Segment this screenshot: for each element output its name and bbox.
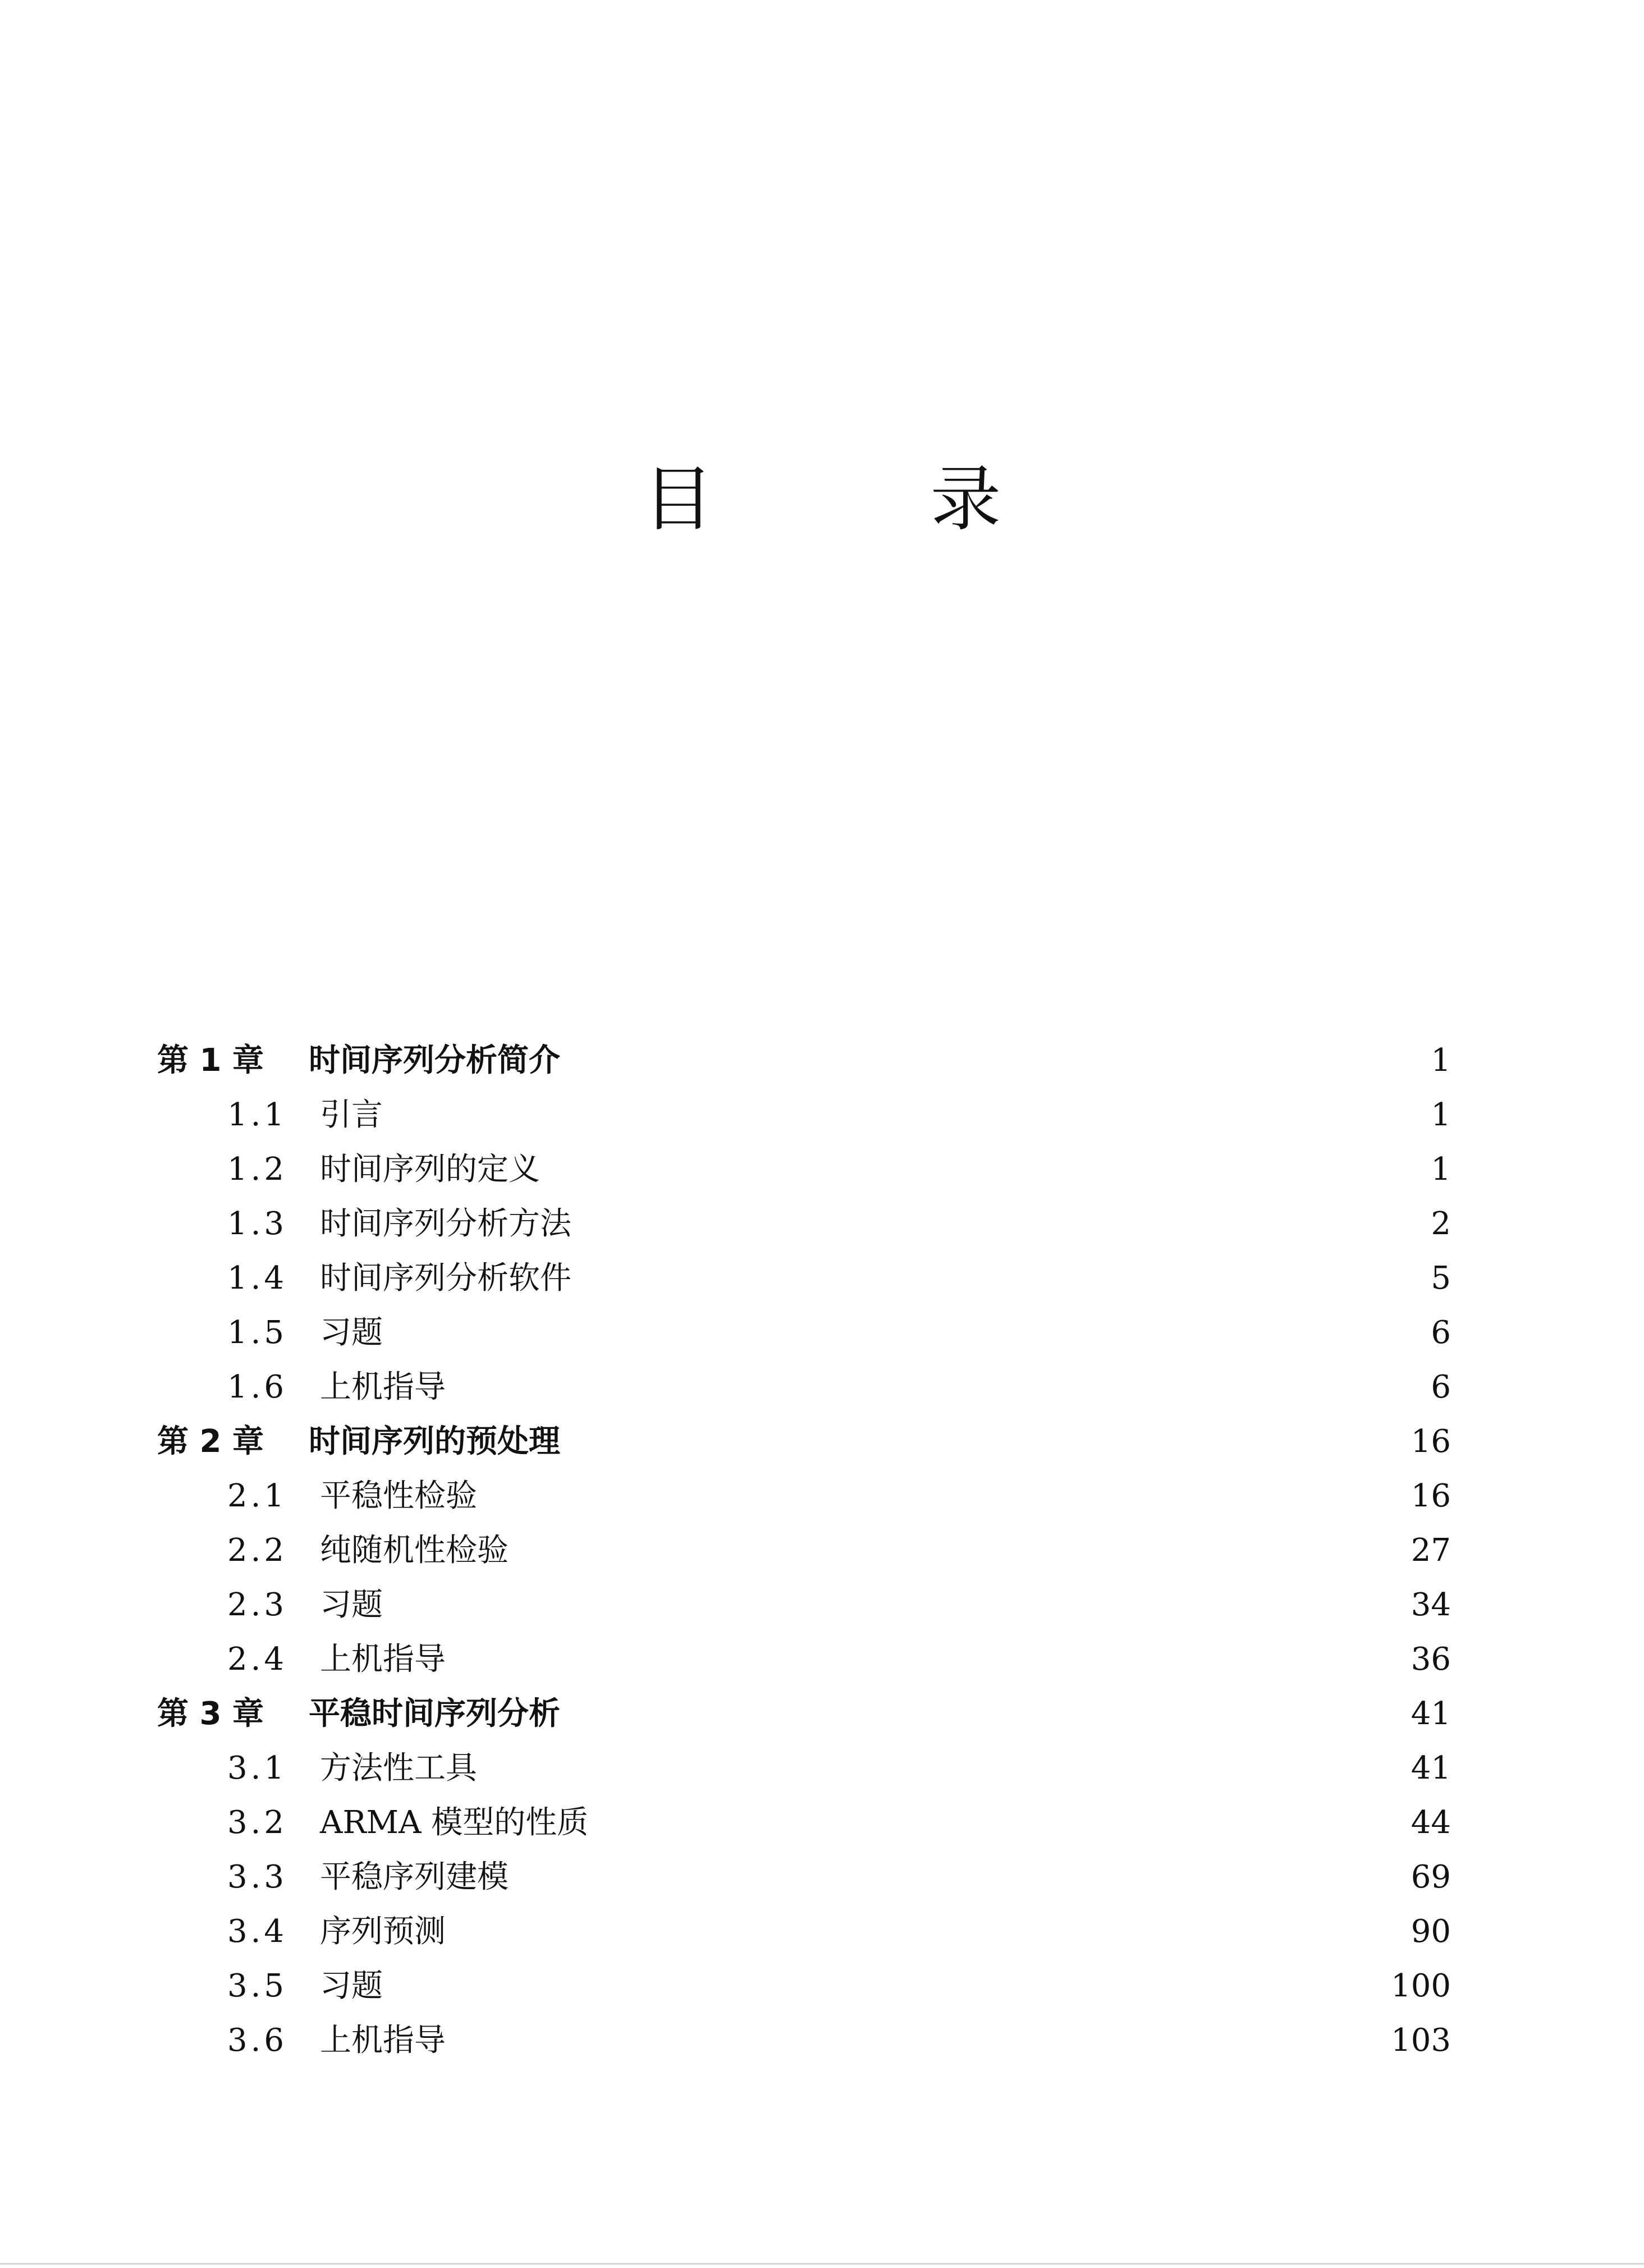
toc-entry-number: 1.2 <box>227 1151 288 1188</box>
toc-chapter-3[interactable] <box>157 1692 1451 1736</box>
dot-leader <box>456 1909 1401 1954</box>
toc-entry-page: 69 <box>1411 1859 1451 1895</box>
page-title: 目 录 <box>643 458 1074 540</box>
toc-chapter-1[interactable] <box>157 1038 1451 1083</box>
toc-entry-page: 34 <box>1411 1587 1451 1623</box>
toc-entry-page: 103 <box>1391 2022 1451 2059</box>
toc-entry-page: 1 <box>1431 1151 1451 1188</box>
toc-entry-title: 习题 <box>320 1587 383 1623</box>
dot-leader <box>550 1147 1421 1192</box>
toc-entry-page: 90 <box>1411 1913 1451 1950</box>
toc-entry-title: 纯随机性检验 <box>320 1532 509 1569</box>
toc-section-3-3[interactable] <box>227 1855 1451 1900</box>
toc-entry-page: 6 <box>1431 1314 1451 1351</box>
toc-section-1-4[interactable] <box>227 1256 1451 1301</box>
toc-entry-page: 41 <box>1411 1750 1451 1786</box>
toc-entry-page: 5 <box>1431 1260 1451 1296</box>
toc-entry-number: 3.4 <box>227 1913 288 1950</box>
dot-leader <box>393 1311 1421 1355</box>
scan-edge-line <box>0 2263 1644 2265</box>
toc-section-1-2[interactable] <box>227 1147 1451 1192</box>
dot-leader <box>581 1202 1421 1247</box>
toc-chapter-2[interactable] <box>157 1419 1451 1464</box>
toc-entry-number: 1.6 <box>227 1369 288 1405</box>
dot-leader <box>487 1746 1401 1791</box>
toc-entry-number: 3.6 <box>227 2022 288 2059</box>
dot-leader <box>570 1419 1401 1464</box>
toc-entry-number: 1.5 <box>227 1314 288 1351</box>
toc-entry-title: 习题 <box>320 1968 383 2004</box>
toc-entry-title: 平稳性检验 <box>320 1478 477 1514</box>
toc-entry-title: 上机指导 <box>320 1641 446 1678</box>
toc-entry-title: 上机指导 <box>320 1369 446 1405</box>
toc-entry-page: 41 <box>1411 1696 1451 1732</box>
toc-entry-title: 平稳时间序列分析 <box>309 1696 560 1732</box>
dot-leader <box>456 1637 1401 1682</box>
dot-leader <box>570 1692 1401 1736</box>
toc-entry-page: 36 <box>1411 1641 1451 1678</box>
toc-entry-page: 27 <box>1411 1532 1451 1569</box>
toc-entry-page: 100 <box>1391 1968 1451 2004</box>
toc-entry-title: 习题 <box>320 1314 383 1351</box>
toc-entry-number: 3.3 <box>227 1859 288 1895</box>
dot-leader <box>393 1964 1381 2009</box>
toc-section-2-1[interactable] <box>227 1474 1451 1519</box>
toc-entry-title: ARMA 模型的性质 <box>320 1804 589 1841</box>
table-of-contents <box>0 1038 1644 2105</box>
dot-leader <box>581 1256 1421 1301</box>
toc-entry-page: 16 <box>1411 1423 1451 1460</box>
toc-section-3-1[interactable] <box>227 1746 1451 1791</box>
toc-entry-page: 6 <box>1431 1369 1451 1405</box>
toc-entry-title: 上机指导 <box>320 2022 446 2059</box>
toc-entry-number: 2.2 <box>227 1532 288 1569</box>
toc-entry-number: 1.4 <box>227 1260 288 1296</box>
dot-leader <box>487 1474 1401 1519</box>
toc-entry-number: 1.1 <box>227 1097 288 1133</box>
toc-entry-number: 第 1 章 <box>157 1042 264 1079</box>
toc-entry-title: 时间序列分析方法 <box>320 1206 571 1242</box>
toc-entry-page: 1 <box>1431 1097 1451 1133</box>
toc-section-3-4[interactable] <box>227 1909 1451 1954</box>
toc-entry-title: 时间序列的预处理 <box>309 1423 560 1460</box>
toc-entry-title: 时间序列的定义 <box>320 1151 540 1188</box>
toc-entry-title: 方法性工具 <box>320 1750 477 1786</box>
dot-leader <box>570 1038 1421 1083</box>
toc-section-1-5[interactable] <box>227 1311 1451 1355</box>
toc-entry-page: 2 <box>1431 1206 1451 1242</box>
toc-entry-page: 44 <box>1411 1804 1451 1841</box>
toc-entry-number: 1.3 <box>227 1206 288 1242</box>
toc-section-1-1[interactable] <box>227 1093 1451 1138</box>
toc-entry-number: 3.1 <box>227 1750 288 1786</box>
dot-leader <box>456 1365 1421 1410</box>
dot-leader <box>519 1855 1401 1900</box>
dot-leader <box>456 2018 1381 2063</box>
toc-section-3-2[interactable] <box>227 1800 1451 1845</box>
dot-leader <box>393 1093 1421 1138</box>
toc-entry-title: 序列预测 <box>320 1913 446 1950</box>
toc-entry-page: 16 <box>1411 1478 1451 1514</box>
toc-section-1-3[interactable] <box>227 1202 1451 1247</box>
toc-section-2-3[interactable] <box>227 1583 1451 1628</box>
toc-entry-title: 时间序列分析简介 <box>309 1042 560 1079</box>
toc-entry-number: 第 2 章 <box>157 1423 264 1460</box>
toc-entry-title: 引言 <box>320 1097 383 1133</box>
toc-section-3-5[interactable] <box>227 1964 1451 2009</box>
toc-entry-page: 1 <box>1431 1042 1451 1079</box>
toc-section-1-6[interactable] <box>227 1365 1451 1410</box>
toc-section-2-2[interactable] <box>227 1528 1451 1573</box>
toc-entry-title: 时间序列分析软件 <box>320 1260 571 1296</box>
toc-section-3-6[interactable] <box>227 2018 1451 2063</box>
dot-leader <box>519 1528 1401 1573</box>
dot-leader <box>393 1583 1401 1628</box>
toc-entry-number: 第 3 章 <box>157 1696 264 1732</box>
toc-entry-number: 2.4 <box>227 1641 288 1678</box>
toc-entry-number: 3.2 <box>227 1804 288 1841</box>
toc-entry-title: 平稳序列建模 <box>320 1859 509 1895</box>
toc-section-2-4[interactable] <box>227 1637 1451 1682</box>
toc-entry-number: 3.5 <box>227 1968 288 2004</box>
toc-entry-number: 2.1 <box>227 1478 288 1514</box>
toc-entry-number: 2.3 <box>227 1587 288 1623</box>
dot-leader <box>598 1800 1401 1845</box>
